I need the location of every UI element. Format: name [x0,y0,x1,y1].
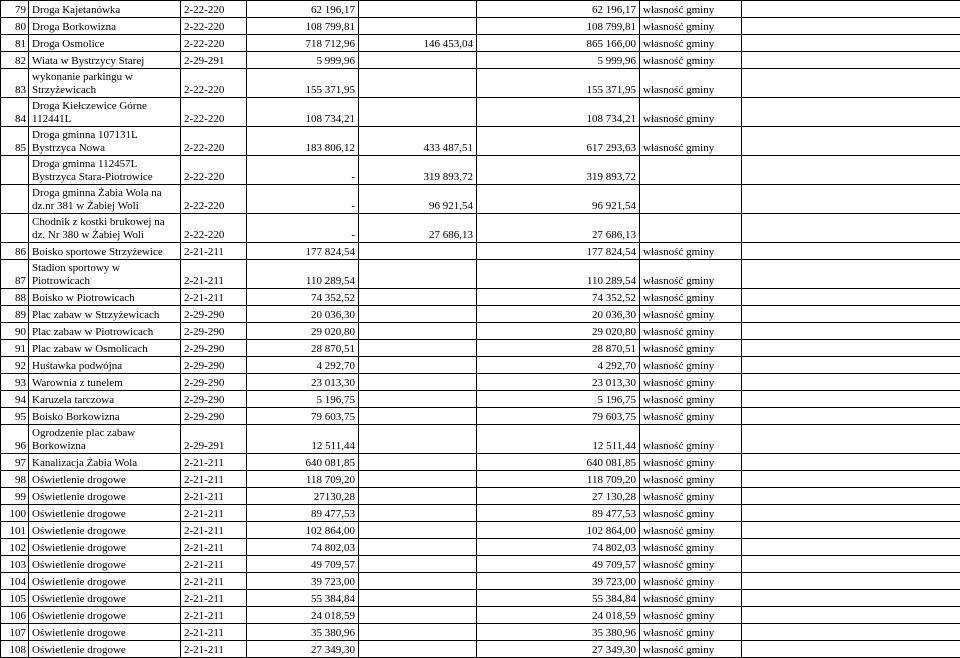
value-total: 35 380,96 [477,624,640,641]
value-total: 319 893,72 [477,156,640,185]
value-increase [359,306,477,323]
value-increase [359,289,477,306]
value-total: 28 870,51 [477,340,640,357]
row-number: 99 [1,488,29,505]
classification-code: 2-21-211 [181,243,247,260]
value-total: 4 292,70 [477,357,640,374]
ownership-status [640,214,742,243]
empty-cell [742,522,960,539]
value-increase [359,425,477,454]
row-number: 81 [1,35,29,52]
row-number: 101 [1,522,29,539]
empty-cell [742,573,960,590]
empty-cell [742,35,960,52]
row-number: 91 [1,340,29,357]
classification-code: 2-21-211 [181,454,247,471]
row-number: 94 [1,391,29,408]
table-row [1,505,960,522]
value-initial: 27130,28 [247,488,359,505]
ownership-status: własność gminy [640,98,742,127]
ownership-status: własność gminy [640,260,742,289]
value-initial: 718 712,96 [247,35,359,52]
table-row [1,573,960,590]
table-row [1,471,960,488]
asset-name: Oświetlenie drogowe [29,573,181,590]
classification-code: 2-22-220 [181,69,247,98]
ownership-status: własność gminy [640,391,742,408]
empty-cell [742,624,960,641]
classification-code: 2-22-220 [181,98,247,127]
table-row [1,391,960,408]
value-initial: - [247,185,359,214]
table-row [1,408,960,425]
value-initial: 24 018,59 [247,607,359,624]
asset-name: Oświetlenie drogowe [29,505,181,522]
asset-name: Droga Kiełczewice Górne 112441L [29,98,181,127]
value-increase [359,573,477,590]
classification-code: 2-22-220 [181,185,247,214]
value-initial: 28 870,51 [247,340,359,357]
asset-name: Boisko Borkowizna [29,408,181,425]
value-initial: 118 709,20 [247,471,359,488]
value-increase [359,69,477,98]
value-total: 12 511,44 [477,425,640,454]
value-increase [359,522,477,539]
value-total: 108 799,81 [477,18,640,35]
table-row [1,214,960,243]
row-number: 96 [1,425,29,454]
value-total: 62 196,17 [477,1,640,18]
ownership-status: własność gminy [640,425,742,454]
value-initial: 35 380,96 [247,624,359,641]
value-total: 27 130,28 [477,488,640,505]
value-total: 24 018,59 [477,607,640,624]
table-row [1,185,960,214]
classification-code: 2-29-290 [181,408,247,425]
table-row [1,374,960,391]
asset-name: Droga Borkowizna [29,18,181,35]
value-initial: 74 802,03 [247,539,359,556]
asset-name: Droga Kajetanówka [29,1,181,18]
value-total: 20 036,30 [477,306,640,323]
value-increase [359,641,477,658]
asset-name: Oświetlenie drogowe [29,522,181,539]
table-row [1,488,960,505]
table-row [1,641,960,658]
table-body [1,1,960,658]
value-increase [359,408,477,425]
asset-name: Droga gminna 112457L Bystrzyca Stara-Piotrowice [29,156,181,185]
classification-code: 2-21-211 [181,590,247,607]
row-number: 79 [1,1,29,18]
classification-code: 2-21-211 [181,624,247,641]
table-row [1,425,960,454]
value-initial: 110 289,54 [247,260,359,289]
empty-cell [742,488,960,505]
table-row [1,243,960,260]
asset-name: Oświetlenie drogowe [29,556,181,573]
value-total: 55 384,84 [477,590,640,607]
value-initial: 27 349,30 [247,641,359,658]
ownership-status: własność gminy [640,522,742,539]
ownership-status: własność gminy [640,18,742,35]
table-row [1,556,960,573]
row-number: 108 [1,641,29,658]
row-number: 105 [1,590,29,607]
row-number: 86 [1,243,29,260]
value-initial: 29 020,80 [247,323,359,340]
classification-code: 2-22-220 [181,18,247,35]
ownership-status: własność gminy [640,408,742,425]
row-number: 93 [1,374,29,391]
ownership-status: własność gminy [640,471,742,488]
value-total: 108 734,21 [477,98,640,127]
value-total: 617 293,63 [477,127,640,156]
ownership-status: własność gminy [640,289,742,306]
classification-code: 2-22-220 [181,1,247,18]
table-row [1,18,960,35]
ownership-status [640,185,742,214]
classification-code: 2-21-211 [181,289,247,306]
table-row [1,539,960,556]
table-row [1,454,960,471]
ownership-status: własność gminy [640,243,742,260]
empty-cell [742,214,960,243]
value-increase [359,323,477,340]
table-row [1,98,960,127]
empty-cell [742,340,960,357]
ownership-status: własność gminy [640,357,742,374]
value-initial: 183 806,12 [247,127,359,156]
row-number: 104 [1,573,29,590]
row-number: 88 [1,289,29,306]
asset-name: Wiata w Bystrzycy Starej [29,52,181,69]
value-total: 640 081,85 [477,454,640,471]
table-row [1,357,960,374]
table-row [1,260,960,289]
row-number: 87 [1,260,29,289]
value-increase [359,52,477,69]
value-increase [359,539,477,556]
row-number: 102 [1,539,29,556]
table-row [1,156,960,185]
value-initial: 62 196,17 [247,1,359,18]
classification-code: 2-22-220 [181,214,247,243]
classification-code: 2-29-291 [181,425,247,454]
value-increase [359,260,477,289]
asset-name: Plac zabaw w Strzyżewicach [29,306,181,323]
value-initial: 23 013,30 [247,374,359,391]
ownership-status: własność gminy [640,323,742,340]
classification-code: 2-21-211 [181,607,247,624]
value-initial: 79 603,75 [247,408,359,425]
ownership-status: własność gminy [640,52,742,69]
value-initial: 108 734,21 [247,98,359,127]
value-increase [359,18,477,35]
value-increase [359,391,477,408]
classification-code: 2-29-290 [181,323,247,340]
value-increase [359,607,477,624]
value-increase [359,556,477,573]
row-number: 103 [1,556,29,573]
asset-name: Chodnik z kostki brukowej na dz. Nr 380 w Żabiej Woli [29,214,181,243]
asset-name: Kanalizacja Żabia Wola [29,454,181,471]
asset-name: Droga Osmolice [29,35,181,52]
empty-cell [742,471,960,488]
classification-code: 2-21-211 [181,488,247,505]
ownership-status: własność gminy [640,641,742,658]
ownership-status: własność gminy [640,505,742,522]
value-increase [359,505,477,522]
value-initial: 640 081,85 [247,454,359,471]
empty-cell [742,590,960,607]
ownership-status: własność gminy [640,454,742,471]
value-total: 102 864,00 [477,522,640,539]
ownership-status: własność gminy [640,306,742,323]
value-total: 23 013,30 [477,374,640,391]
value-total: 177 824,54 [477,243,640,260]
row-number: 97 [1,454,29,471]
classification-code: 2-22-220 [181,35,247,52]
empty-cell [742,98,960,127]
row-number: 82 [1,52,29,69]
value-total: 74 802,03 [477,539,640,556]
ownership-status: własność gminy [640,573,742,590]
row-number: 89 [1,306,29,323]
empty-cell [742,52,960,69]
asset-name: Oświetlenie drogowe [29,624,181,641]
value-total: 27 686,13 [477,214,640,243]
value-initial: 177 824,54 [247,243,359,260]
ownership-status [640,156,742,185]
value-initial: 102 864,00 [247,522,359,539]
ownership-status: własność gminy [640,1,742,18]
ownership-status: własność gminy [640,374,742,391]
value-total: 865 166,00 [477,35,640,52]
empty-cell [742,18,960,35]
classification-code: 2-21-211 [181,471,247,488]
asset-name: Oświetlenie drogowe [29,488,181,505]
table-row [1,522,960,539]
value-initial: 55 384,84 [247,590,359,607]
value-total: 29 020,80 [477,323,640,340]
value-total: 27 349,30 [477,641,640,658]
row-number [1,185,29,214]
value-initial: 39 723,00 [247,573,359,590]
row-number: 84 [1,98,29,127]
classification-code: 2-21-211 [181,573,247,590]
table-row [1,35,960,52]
empty-cell [742,374,960,391]
empty-cell [742,505,960,522]
value-total: 5 196,75 [477,391,640,408]
row-number: 98 [1,471,29,488]
empty-cell [742,425,960,454]
empty-cell [742,556,960,573]
classification-code: 2-21-211 [181,641,247,658]
value-initial: 12 511,44 [247,425,359,454]
table-row [1,607,960,624]
classification-code: 2-21-211 [181,260,247,289]
asset-name: Droga gminna Żabia Wola na dz.nr 381 w Żabiej Woli [29,185,181,214]
asset-name: Oświetlenie drogowe [29,471,181,488]
empty-cell [742,1,960,18]
ownership-status: własność gminy [640,488,742,505]
table-row [1,127,960,156]
value-increase: 27 686,13 [359,214,477,243]
asset-name: wykonanie parkingu w Strzyżewicach [29,69,181,98]
value-increase: 433 487,51 [359,127,477,156]
asset-name: Karuzela tarczowa [29,391,181,408]
row-number: 100 [1,505,29,522]
value-initial: 4 292,70 [247,357,359,374]
asset-name: Huśtawka podwójna [29,357,181,374]
empty-cell [742,185,960,214]
empty-cell [742,156,960,185]
table-row [1,69,960,98]
value-total: 5 999,96 [477,52,640,69]
asset-name: Warownia z tunelem [29,374,181,391]
asset-name: Oświetlenie drogowe [29,590,181,607]
ownership-status: własność gminy [640,556,742,573]
ownership-status: własność gminy [640,340,742,357]
empty-cell [742,454,960,471]
row-number: 83 [1,69,29,98]
table-row [1,289,960,306]
empty-cell [742,289,960,306]
value-increase [359,357,477,374]
value-initial: - [247,214,359,243]
empty-cell [742,127,960,156]
asset-name: Oświetlenie drogowe [29,539,181,556]
empty-cell [742,539,960,556]
asset-name: Plac zabaw w Piotrowicach [29,323,181,340]
value-initial: 89 477,53 [247,505,359,522]
asset-name: Droga gminna 107131L Bystrzyca Nowa [29,127,181,156]
value-initial: 20 036,30 [247,306,359,323]
row-number: 90 [1,323,29,340]
empty-cell [742,607,960,624]
classification-code: 2-21-211 [181,539,247,556]
value-total: 96 921,54 [477,185,640,214]
ownership-status: własność gminy [640,127,742,156]
ownership-status: własność gminy [640,624,742,641]
value-total: 49 709,57 [477,556,640,573]
value-total: 155 371,95 [477,69,640,98]
empty-cell [742,357,960,374]
value-increase: 146 453,04 [359,35,477,52]
value-increase [359,98,477,127]
value-increase [359,454,477,471]
row-number: 106 [1,607,29,624]
classification-code: 2-22-220 [181,156,247,185]
value-total: 39 723,00 [477,573,640,590]
value-initial: 5 999,96 [247,52,359,69]
table-row [1,1,960,18]
classification-code: 2-29-290 [181,357,247,374]
classification-code: 2-29-291 [181,52,247,69]
classification-code: 2-29-290 [181,374,247,391]
asset-name: Ogrodzenie plac zabaw Borkowizna [29,425,181,454]
table-row [1,624,960,641]
value-initial: 108 799,81 [247,18,359,35]
asset-name: Plac zabaw w Osmolicach [29,340,181,357]
ownership-status: własność gminy [640,539,742,556]
classification-code: 2-29-290 [181,340,247,357]
asset-name: Boisko w Piotrowicach [29,289,181,306]
row-number: 80 [1,18,29,35]
classification-code: 2-22-220 [181,127,247,156]
row-number [1,156,29,185]
ownership-status: własność gminy [640,69,742,98]
value-initial: 49 709,57 [247,556,359,573]
value-total: 79 603,75 [477,408,640,425]
value-increase [359,624,477,641]
value-increase [359,488,477,505]
asset-name: Oświetlenie drogowe [29,641,181,658]
value-total: 74 352,52 [477,289,640,306]
asset-name: Stadion sportowy w Piotrowicach [29,260,181,289]
value-increase [359,1,477,18]
value-initial: 74 352,52 [247,289,359,306]
classification-code: 2-29-290 [181,391,247,408]
value-increase [359,590,477,607]
value-total: 110 289,54 [477,260,640,289]
empty-cell [742,243,960,260]
value-increase: 96 921,54 [359,185,477,214]
table-row [1,323,960,340]
classification-code: 2-21-211 [181,505,247,522]
value-total: 89 477,53 [477,505,640,522]
classification-code: 2-21-211 [181,522,247,539]
table-row [1,306,960,323]
empty-cell [742,323,960,340]
row-number: 95 [1,408,29,425]
row-number: 85 [1,127,29,156]
empty-cell [742,306,960,323]
ownership-status: własność gminy [640,607,742,624]
value-total: 118 709,20 [477,471,640,488]
row-number [1,214,29,243]
row-number: 92 [1,357,29,374]
classification-code: 2-21-211 [181,556,247,573]
value-initial: 5 196,75 [247,391,359,408]
ownership-status: własność gminy [640,35,742,52]
table-row [1,340,960,357]
value-increase [359,374,477,391]
empty-cell [742,391,960,408]
value-initial: 155 371,95 [247,69,359,98]
ownership-status: własność gminy [640,590,742,607]
empty-cell [742,260,960,289]
value-initial: - [247,156,359,185]
value-increase [359,243,477,260]
value-increase [359,340,477,357]
row-number: 107 [1,624,29,641]
empty-cell [742,408,960,425]
empty-cell [742,69,960,98]
value-increase [359,471,477,488]
empty-cell [742,641,960,658]
table-row [1,590,960,607]
asset-name: Boisko sportowe Strzyżewice [29,243,181,260]
value-increase: 319 893,72 [359,156,477,185]
table-row [1,52,960,69]
classification-code: 2-29-290 [181,306,247,323]
asset-name: Oświetlenie drogowe [29,607,181,624]
